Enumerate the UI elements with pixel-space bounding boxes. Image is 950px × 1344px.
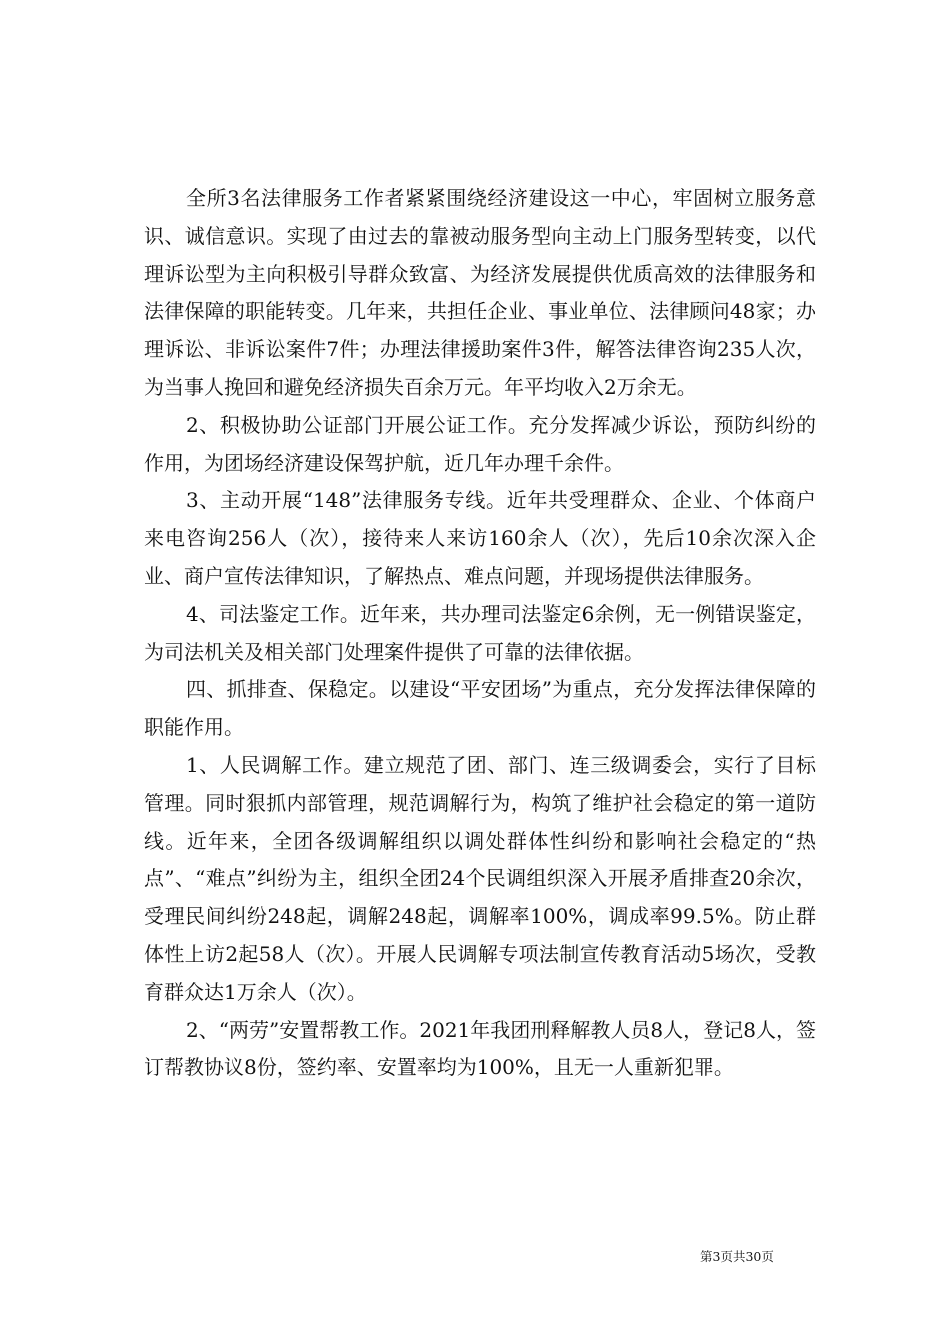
paragraph-resettlement-education: 2、“两劳”安置帮教工作。2021年我团刑释解教人员8人，登记8人，签订帮教协议8份，签约率、安置率均为100%，且无一人重新犯罪。 bbox=[144, 1017, 816, 1080]
paragraph-section-four-heading: 四、抓排查、保稳定。以建设“平安团场”为重点，充分发挥法律保障的职能作用。 bbox=[144, 677, 816, 740]
paragraph-148-hotline: 3、主动开展“148”法律服务专线。近年共受理群众、企业、个体商户来电咨询256人（次），接待来人来访160余人（次），先后10余次深入企业、商户宣传法律知识，了解热点、难点问题，并现场提供法律服务。 bbox=[144, 488, 816, 588]
paragraph-legal-service-overview: 全所3名法律服务工作者紧紧围绕经济建设这一中心，牢固树立服务意识、诚信意识。实现了由过去的靠被动服务型向主动上门服务型转变，以代理诉讼型为主向积极引导群众致富、为经济发展提供优质高效的法律服务和法律保障的职能转变。几年来，共担任企业、事业单位、法律顾问48家；办理诉讼、非诉讼案件7件；办理法律援助案件3件，解答法律咨询235人次，为当事人挽回和避免经济损失百余万元。年平均收入2万余无。 bbox=[144, 186, 816, 399]
paragraph-judicial-appraisal: 4、司法鉴定工作。近年来，共办理司法鉴定6余例，无一例错误鉴定，为司法机关及相关部门处理案件提供了可靠的法律依据。 bbox=[144, 601, 816, 664]
page-number-footer: 第3页共30页 bbox=[700, 1249, 774, 1264]
paragraph-people-mediation: 1、人民调解工作。建立规范了团、部门、连三级调委会，实行了目标管理。同时狠抓内部管理，规范调解行为，构筑了维护社会稳定的第一道防线。近年来，全团各级调解组织以调处群体性纠纷和影响社会稳定的“热点”、“难点”纠纷为主，组织全团24个民调组织深入开展矛盾排查20余次，受理民间纠纷248起，调解248起，调解率100%，调成率99.5%。防止群体性上访2起58人（次）。开展人民调解专项法制宣传教育活动5场次，受教育群众达1万余人（次）。 bbox=[144, 752, 816, 1004]
document-body bbox=[144, 180, 816, 1087]
paragraph-notary-assistance: 2、积极协助公证部门开展公证工作。充分发挥减少诉讼，预防纠纷的作用，为团场经济建设保驾护航，近几年办理千余件。 bbox=[144, 412, 816, 475]
